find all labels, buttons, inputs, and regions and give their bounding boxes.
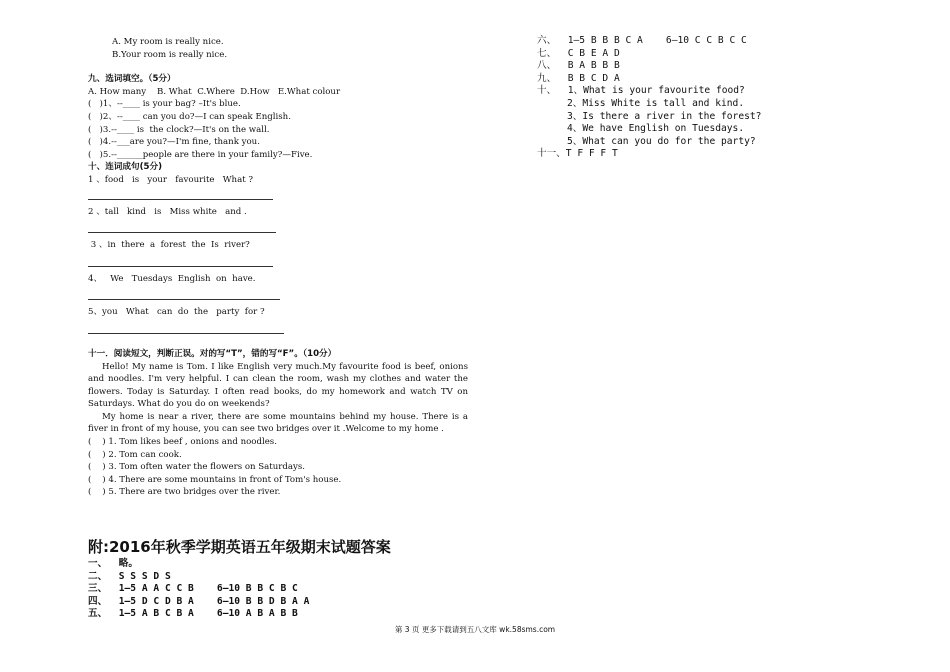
- appendix-answers: [88, 558, 309, 621]
- answer-sub-line: 2、Miss White is tall and kind.: [567, 97, 745, 109]
- section-9-item: ( )5.--______people are there in your family?—Five.: [88, 149, 313, 160]
- section-11-item: ( ) 4. There are some mountains in front of Tom's house.: [88, 474, 342, 485]
- answer-line-11: 十一、T F F F T: [537, 148, 618, 160]
- option-b: B.Your room is really nice.: [112, 49, 228, 60]
- answer-line-10: 十、 1、What is your favourite food?: [537, 85, 745, 97]
- section-9-choices: A. How many B. What C.Where D.How E.What colour: [88, 86, 341, 97]
- answer-sub-line: 4、We have English on Tuesdays.: [567, 123, 745, 135]
- section-11-item: ( ) 1. Tom likes beef , onions and noodles.: [88, 437, 277, 448]
- section-9-item: ( )4.--___are you?—I'm fine, thank you.: [88, 137, 260, 148]
- option-a: A. My room is really nice.: [112, 37, 224, 47]
- reading-paragraph-2: [88, 411, 468, 436]
- section-10-item: 4、 We Tuesdays English on have.: [88, 273, 256, 284]
- answer-line: [88, 333, 284, 334]
- answer-line: [88, 232, 276, 233]
- answer-line-5: 五、 1—5 A B C B A 6—10 A B A B B: [88, 608, 298, 620]
- reading-paragraph-1-text: Hello! My name is Tom. I like English very much.My favourite food is beef, onions and noodles. I'm very helpful. I can clean the room, wash my clothes and water the flowers. Today is Saturday. I often read books, do my homework and watch TV on Saturdays. What do you do on weekends?: [88, 361, 468, 410]
- section-10-item: 1 、food is your favourite What ?: [88, 174, 253, 185]
- answer-sub-line: 5、What can you do for the party?: [567, 135, 756, 147]
- section-9-item: ( )2、--____ can you do?—I can speak English.: [88, 111, 291, 122]
- answer-line-8: 八、 B A B B B: [537, 60, 620, 72]
- section-9-item: ( )3.--____ is the clock?—It's on the wall.: [88, 124, 270, 135]
- reading-paragraph-1: [88, 361, 468, 411]
- reading-paragraph-2-text: My home is near a river, there are some mountains behind my house. There is a fiver in front of my house, you can see two bridges over it .Welcome to my home .: [88, 411, 468, 435]
- section-11-item: ( ) 2. Tom can cook.: [88, 449, 182, 460]
- answer-line-2: 二、 S S S D S: [88, 570, 171, 582]
- section-11-item: ( ) 5. There are two bridges over the river.: [88, 487, 281, 498]
- answer-line-7: 七、 C B E A D: [537, 47, 620, 59]
- answer-line-3: 三、 1—5 A A C C B 6—10 B B C B C: [88, 583, 298, 595]
- answer-line: [88, 199, 273, 200]
- left-column: [88, 36, 468, 499]
- section-11-item: ( ) 3. Tom often water the flowers on Saturdays.: [88, 462, 306, 473]
- section-10-item: 5、you What can do the party for ?: [88, 307, 265, 318]
- section-10-title: 十、连词成句(5分): [88, 162, 162, 173]
- answer-sub-line: 3、Is there a river in the forest?: [567, 110, 762, 122]
- answer-line: [88, 299, 280, 300]
- section-11-title: 十一．阅读短文，判断正误。对的写“T”，错的写“F”。（10分）: [88, 348, 337, 359]
- section-9-title: 九、选词填空。（5分）: [88, 74, 176, 85]
- right-column-answers: [537, 35, 857, 161]
- section-10-item: 3 、in there a forest the Is river?: [88, 240, 250, 251]
- section-10-item: 2 、tall kind is Miss white and .: [88, 206, 247, 217]
- answer-line-9: 九、 B B C D A: [537, 72, 620, 84]
- section-9-item: ( )1、--____ is your bag? –It's blue.: [88, 99, 241, 110]
- answer-line-1: 一、 略。: [88, 558, 138, 569]
- page-footer: 第 3 页 更多下载请到五八文库 wk.58sms.com: [394, 625, 556, 634]
- appendix-title: 附:2016年秋季学期英语五年级期末试题答案: [88, 538, 391, 556]
- answer-line-4: 四、 1—5 D C D B A 6—10 B B D B A A: [88, 595, 310, 607]
- answer-line: [88, 266, 273, 267]
- answer-line-6: 六、 1—5 B B B C A 6—10 C C B C C: [537, 35, 747, 46]
